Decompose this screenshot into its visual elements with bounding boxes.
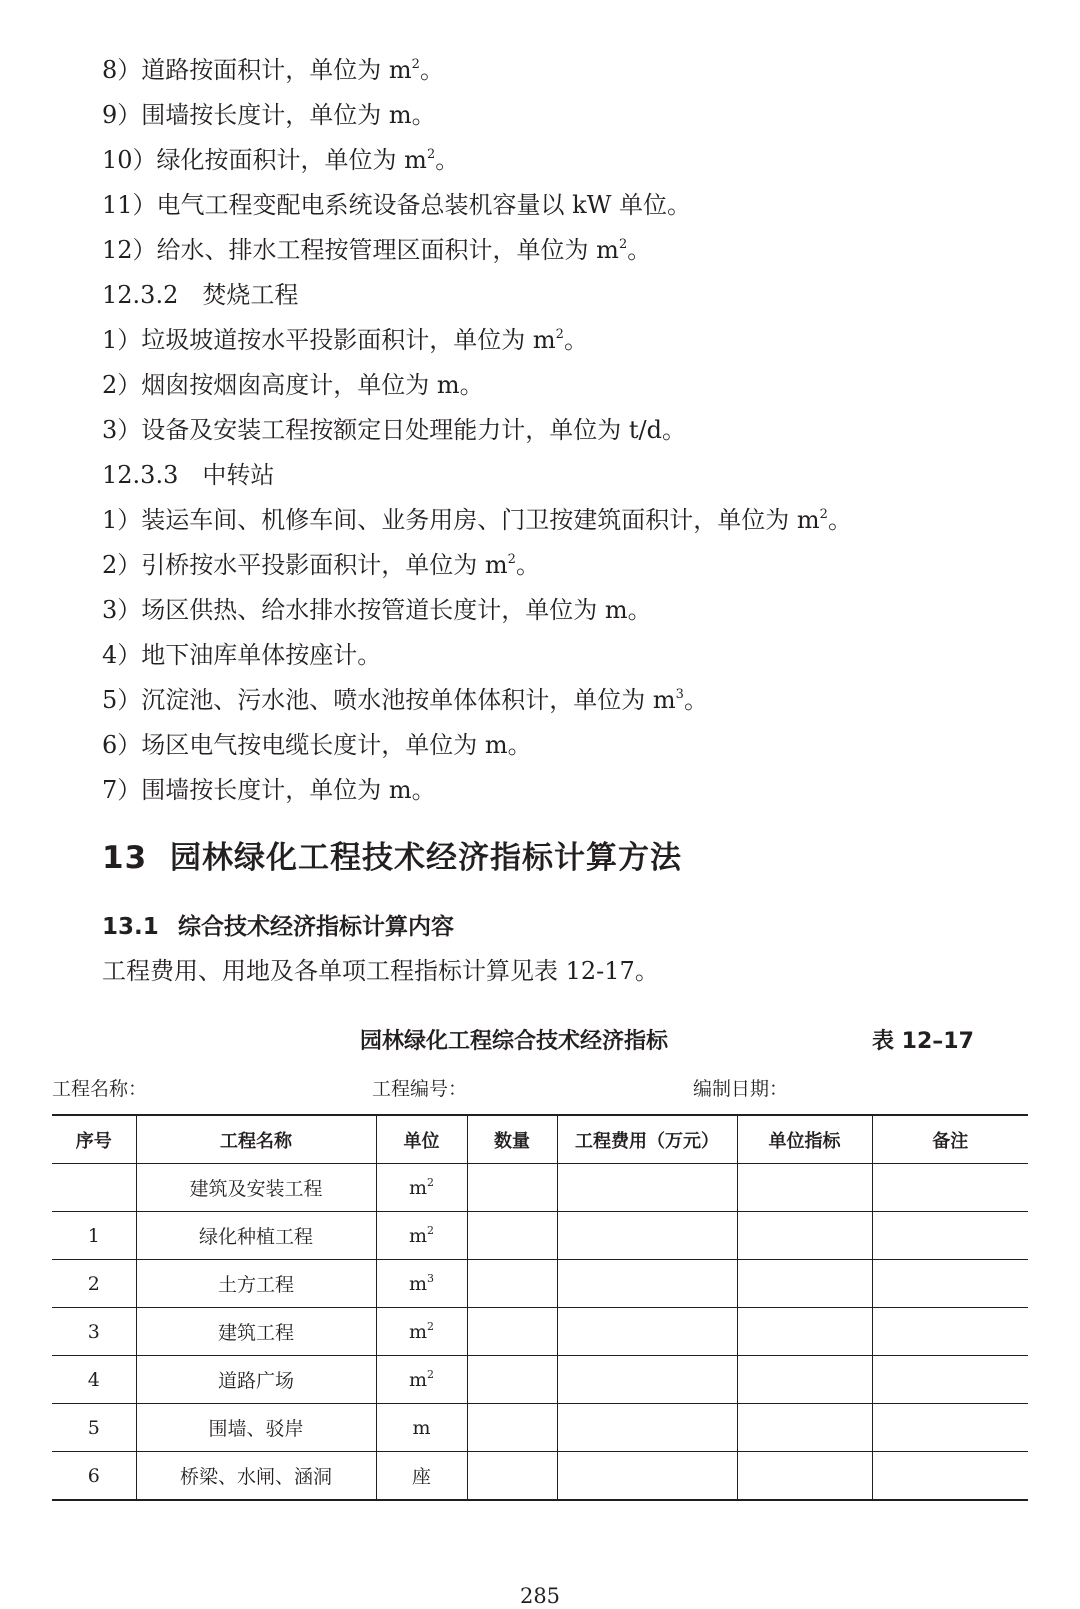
unit-index-cell — [737, 1452, 872, 1501]
text-line: 3）场区供热、给水排水按管道长度计，单位为 m。 — [102, 596, 652, 624]
table-number: 表 12–17 — [872, 1029, 974, 1054]
page-number: 285 — [519, 1584, 561, 1608]
unit-index-cell — [737, 1404, 872, 1452]
cost-cell — [557, 1356, 737, 1404]
unit-cell: m — [376, 1404, 467, 1452]
text-line: 5）沉淀池、污水池、喷水池按单体体积计，单位为 $m^3$。 — [102, 686, 708, 714]
subsection-number: 13.1 — [102, 914, 159, 940]
text-line: 12）给水、排水工程按管理区面积计，单位为 $m^2$。 — [102, 236, 652, 264]
cost-cell — [557, 1260, 737, 1308]
quantity-cell — [467, 1164, 557, 1212]
row-number — [52, 1164, 136, 1212]
remark-cell — [872, 1356, 1028, 1404]
item-name: 土方工程 — [136, 1260, 376, 1308]
header-cell: 备注 — [872, 1115, 1028, 1164]
remark-cell — [872, 1212, 1028, 1260]
item-name: 建筑工程 — [136, 1308, 376, 1356]
quantity-cell — [467, 1452, 557, 1501]
text-line: 9）围墙按长度计，单位为 m。 — [102, 101, 436, 129]
unit-index-cell — [737, 1356, 872, 1404]
cost-cell — [557, 1452, 737, 1501]
table-row — [52, 1260, 1028, 1308]
cost-cell — [557, 1308, 737, 1356]
header-cell: 序号 — [52, 1115, 136, 1164]
chapter-title: 园林绿化工程技术经济指标计算方法 — [170, 840, 682, 876]
text-line: 2）引桥按水平投影面积计，单位为 $m^2$。 — [102, 551, 540, 579]
row-number: 1 — [52, 1212, 136, 1260]
table-row — [52, 1452, 1028, 1501]
table-row — [52, 1356, 1028, 1404]
unit-cell: $m^2$ — [376, 1356, 467, 1404]
table-title: 园林绿化工程综合技术经济指标 — [360, 1029, 669, 1054]
item-name: 桥梁、水闸、涵洞 — [136, 1452, 376, 1501]
table-row — [52, 1212, 1028, 1260]
unit-index-cell — [737, 1212, 872, 1260]
unit-cell: $m^3$ — [376, 1260, 467, 1308]
unit-cell: $m^2$ — [376, 1212, 467, 1260]
item-name: 道路广场 — [136, 1356, 376, 1404]
remark-cell — [872, 1164, 1028, 1212]
subsection-heading — [102, 908, 454, 941]
unit-cell: $m^2$ — [376, 1308, 467, 1356]
text-line: 2）烟囱按烟囱高度计，单位为 m。 — [102, 371, 484, 399]
subsection-title: 综合技术经济指标计算内容 — [178, 914, 454, 940]
chapter-number: 13 — [102, 840, 148, 876]
remark-cell — [872, 1308, 1028, 1356]
intro-paragraph: 工程费用、用地及各单项工程指标计算见表 12-17。 — [102, 957, 659, 985]
header-cell: 工程名称 — [136, 1115, 376, 1164]
quantity-cell — [467, 1404, 557, 1452]
text-line: 1）装运车间、机修车间、业务用房、门卫按建筑面积计，单位为 $m^2$。 — [102, 506, 852, 534]
row-number: 4 — [52, 1356, 136, 1404]
row-number: 2 — [52, 1260, 136, 1308]
project-code-label: 工程编号： — [372, 1078, 468, 1100]
item-name: 建筑及安装工程 — [136, 1164, 376, 1212]
text-line: 11）电气工程变配电系统设备总装机容量以 kW 单位。 — [102, 191, 692, 219]
body-text — [102, 48, 1042, 813]
section-heading: 12.3.2 焚烧工程 — [102, 281, 299, 309]
row-number: 3 — [52, 1308, 136, 1356]
cost-cell — [557, 1164, 737, 1212]
table-header-row — [52, 1115, 1028, 1164]
header-cell: 单位指标 — [737, 1115, 872, 1164]
remark-cell — [872, 1404, 1028, 1452]
text-line: 10）绿化按面积计，单位为 $m^2$。 — [102, 146, 460, 174]
compile-date-label: 编制日期： — [693, 1078, 789, 1100]
unit-index-cell — [737, 1164, 872, 1212]
section-heading: 12.3.3 中转站 — [102, 461, 275, 489]
header-cell: 单位 — [376, 1115, 467, 1164]
quantity-cell — [467, 1356, 557, 1404]
table-row — [52, 1308, 1028, 1356]
cost-cell — [557, 1404, 737, 1452]
project-name-label: 工程名称： — [52, 1078, 148, 1100]
unit-cell: $m^2$ — [376, 1164, 467, 1212]
row-number: 6 — [52, 1452, 136, 1501]
table-row — [52, 1164, 1028, 1212]
quantity-cell — [467, 1260, 557, 1308]
remark-cell — [872, 1452, 1028, 1501]
quantity-cell — [467, 1212, 557, 1260]
header-cell: 工程费用（万元） — [557, 1115, 737, 1164]
indicator-table — [52, 1114, 1028, 1501]
text-line: 3）设备及安装工程按额定日处理能力计，单位为 t/d。 — [102, 416, 686, 444]
text-line: 8）道路按面积计，单位为 $m^2$。 — [102, 56, 444, 84]
quantity-cell — [467, 1308, 557, 1356]
text-line: 7）围墙按长度计，单位为 m。 — [102, 776, 436, 804]
cost-cell — [557, 1212, 737, 1260]
text-line: 1）垃圾坡道按水平投影面积计，单位为 $m^2$。 — [102, 326, 588, 354]
unit-index-cell — [737, 1308, 872, 1356]
row-number: 5 — [52, 1404, 136, 1452]
header-cell: 数量 — [467, 1115, 557, 1164]
unit-index-cell — [737, 1260, 872, 1308]
chapter-heading — [102, 832, 682, 877]
unit-cell: 座 — [376, 1452, 467, 1501]
table-row — [52, 1404, 1028, 1452]
text-line: 6）场区电气按电缆长度计，单位为 m。 — [102, 731, 532, 759]
text-line: 4）地下油库单体按座计。 — [102, 641, 382, 669]
remark-cell — [872, 1260, 1028, 1308]
item-name: 围墙、驳岸 — [136, 1404, 376, 1452]
item-name: 绿化种植工程 — [136, 1212, 376, 1260]
